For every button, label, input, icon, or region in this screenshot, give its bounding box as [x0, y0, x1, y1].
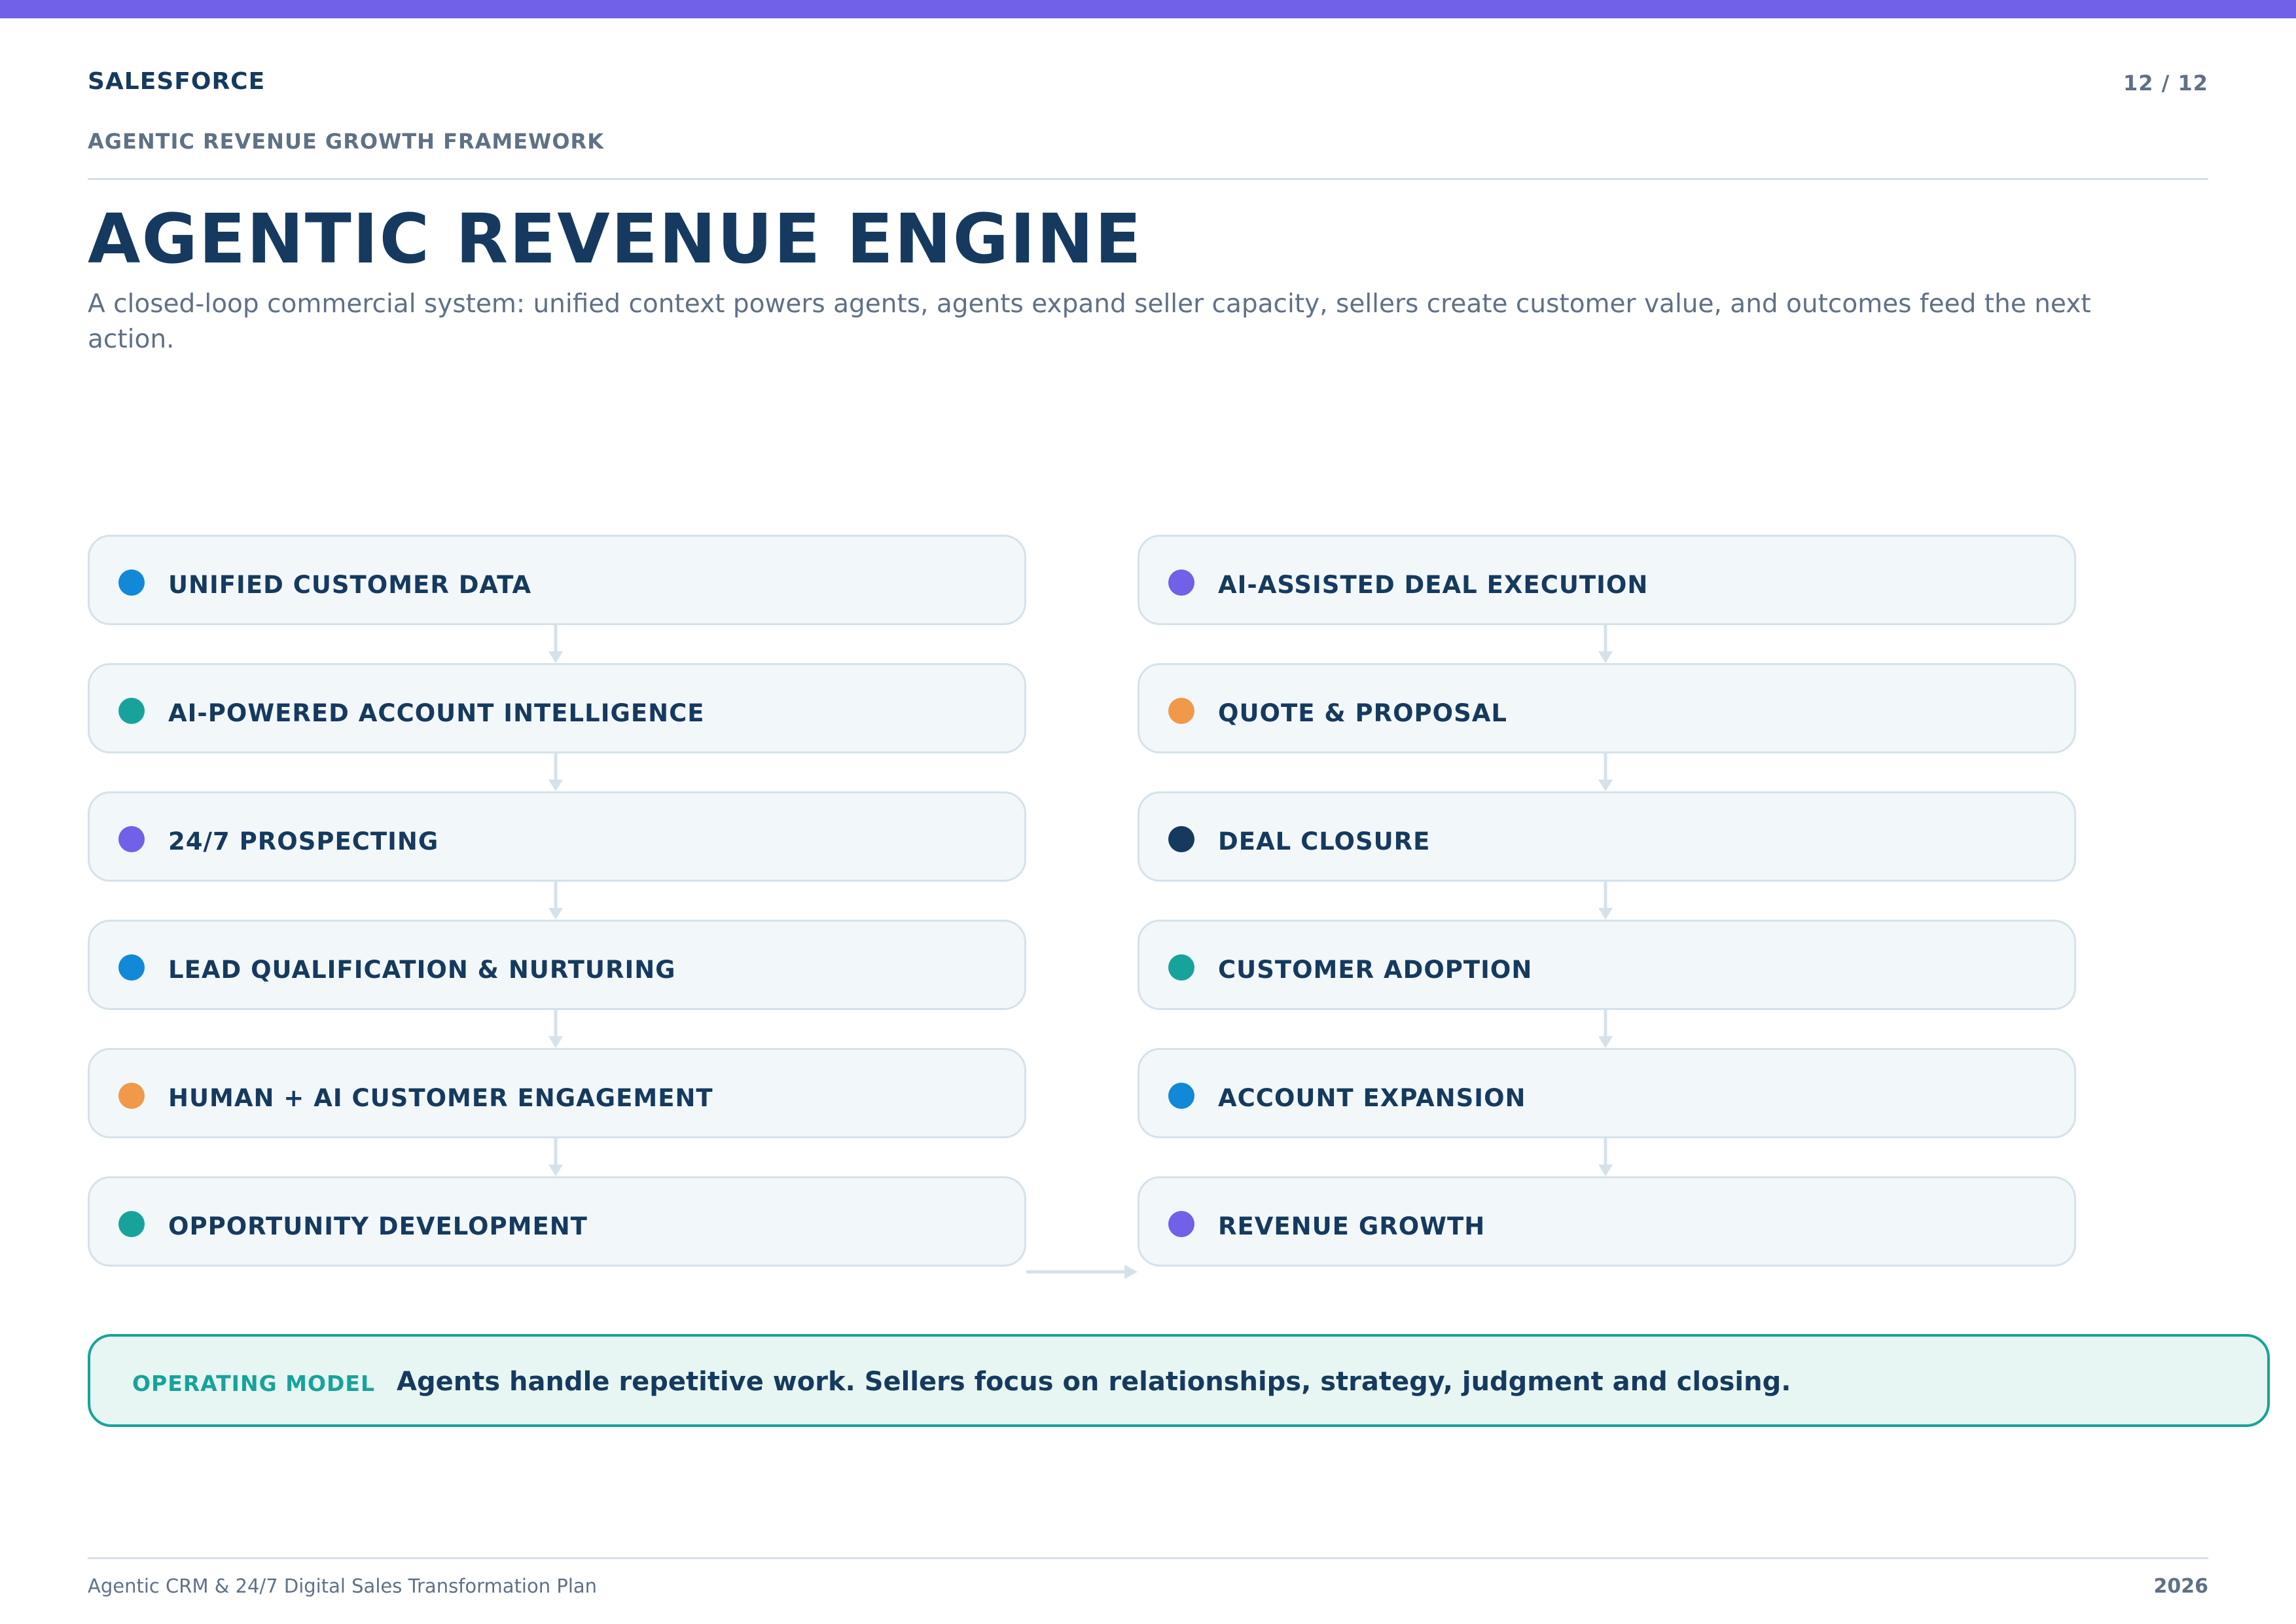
- down-arrow-icon: [1598, 1164, 1613, 1176]
- down-arrow-icon: [548, 651, 563, 663]
- flow-step-node: [1138, 663, 2076, 753]
- down-arrow-icon: [548, 780, 563, 791]
- down-arrow-icon: [1598, 651, 1613, 663]
- callout-tag: OPERATING MODEL: [132, 1371, 376, 1396]
- brand-name: SALESFORCE: [88, 68, 266, 95]
- framework-label: AGENTIC REVENUE GROWTH FRAMEWORK: [88, 129, 604, 154]
- page-title: AGENTIC REVENUE ENGINE: [88, 199, 1143, 279]
- page-subtitle: A closed-loop commercial system: unified context powers agents, agents expand seller capacity, sellers create customer value, and outcomes feed the next action.: [88, 289, 2091, 354]
- flow-step-node: [1138, 791, 2076, 882]
- down-arrow-icon: [1598, 908, 1613, 920]
- callout-text: Agents handle repetitive work. Sellers focus on relationships, strategy, judgment and closing.: [397, 1367, 1791, 1397]
- flow-step-node: [88, 663, 1026, 753]
- step-dot-icon: [118, 954, 145, 981]
- flow-step-label: AI-ASSISTED DEAL EXECUTION: [1218, 571, 1649, 599]
- operating-model-callout: [88, 1334, 2270, 1427]
- footer-year: 2026: [2153, 1575, 2208, 1598]
- footer-plan-title: Agentic CRM & 24/7 Digital Sales Transformation Plan: [88, 1575, 598, 1597]
- step-dot-icon: [1168, 826, 1194, 852]
- down-arrow-icon: [548, 1164, 563, 1176]
- flow-step-label: LEAD QUALIFICATION & NURTURING: [168, 956, 676, 984]
- footer-divider: [88, 1557, 2208, 1559]
- flow-step-label: UNIFIED CUSTOMER DATA: [168, 571, 532, 599]
- flow-step-label: 24/7 PROSPECTING: [168, 827, 439, 856]
- step-dot-icon: [118, 569, 145, 596]
- flow-step-label: HUMAN + AI CUSTOMER ENGAGEMENT: [168, 1084, 713, 1112]
- step-dot-icon: [1168, 569, 1194, 596]
- flow-step-label: QUOTE & PROPOSAL: [1218, 699, 1507, 727]
- flow-step-label: CUSTOMER ADOPTION: [1218, 956, 1533, 984]
- flow-step-node: [88, 535, 1026, 625]
- flow-step-node: [88, 1048, 1026, 1138]
- flow-step-node: [1138, 535, 2076, 625]
- flow-step-node: [1138, 1048, 2076, 1138]
- down-arrow-icon: [548, 908, 563, 920]
- flow-step-label: AI-POWERED ACCOUNT INTELLIGENCE: [168, 699, 705, 727]
- step-dot-icon: [1168, 954, 1194, 981]
- right-arrow-icon: [1124, 1265, 1138, 1279]
- flow-step-label: ACCOUNT EXPANSION: [1218, 1084, 1526, 1112]
- step-dot-icon: [118, 1083, 145, 1109]
- flow-step-node: [1138, 920, 2076, 1010]
- page-number: 12 / 12: [2123, 71, 2208, 96]
- flow-step-node: [1138, 1176, 2076, 1267]
- step-dot-icon: [1168, 1083, 1194, 1109]
- flow-step-label: REVENUE GROWTH: [1218, 1212, 1486, 1240]
- flow-step-label: OPPORTUNITY DEVELOPMENT: [168, 1212, 588, 1240]
- step-dot-icon: [1168, 1211, 1194, 1237]
- flow-step-node: [88, 1176, 1026, 1267]
- step-dot-icon: [1168, 698, 1194, 724]
- down-arrow-icon: [548, 1036, 563, 1048]
- flow-step-node: [88, 920, 1026, 1010]
- step-dot-icon: [118, 826, 145, 852]
- step-dot-icon: [118, 1211, 145, 1237]
- down-arrow-icon: [1598, 1036, 1613, 1048]
- flow-step-node: [88, 791, 1026, 882]
- flow-step-label: DEAL CLOSURE: [1218, 827, 1431, 856]
- step-dot-icon: [118, 698, 145, 724]
- down-arrow-icon: [1598, 780, 1613, 791]
